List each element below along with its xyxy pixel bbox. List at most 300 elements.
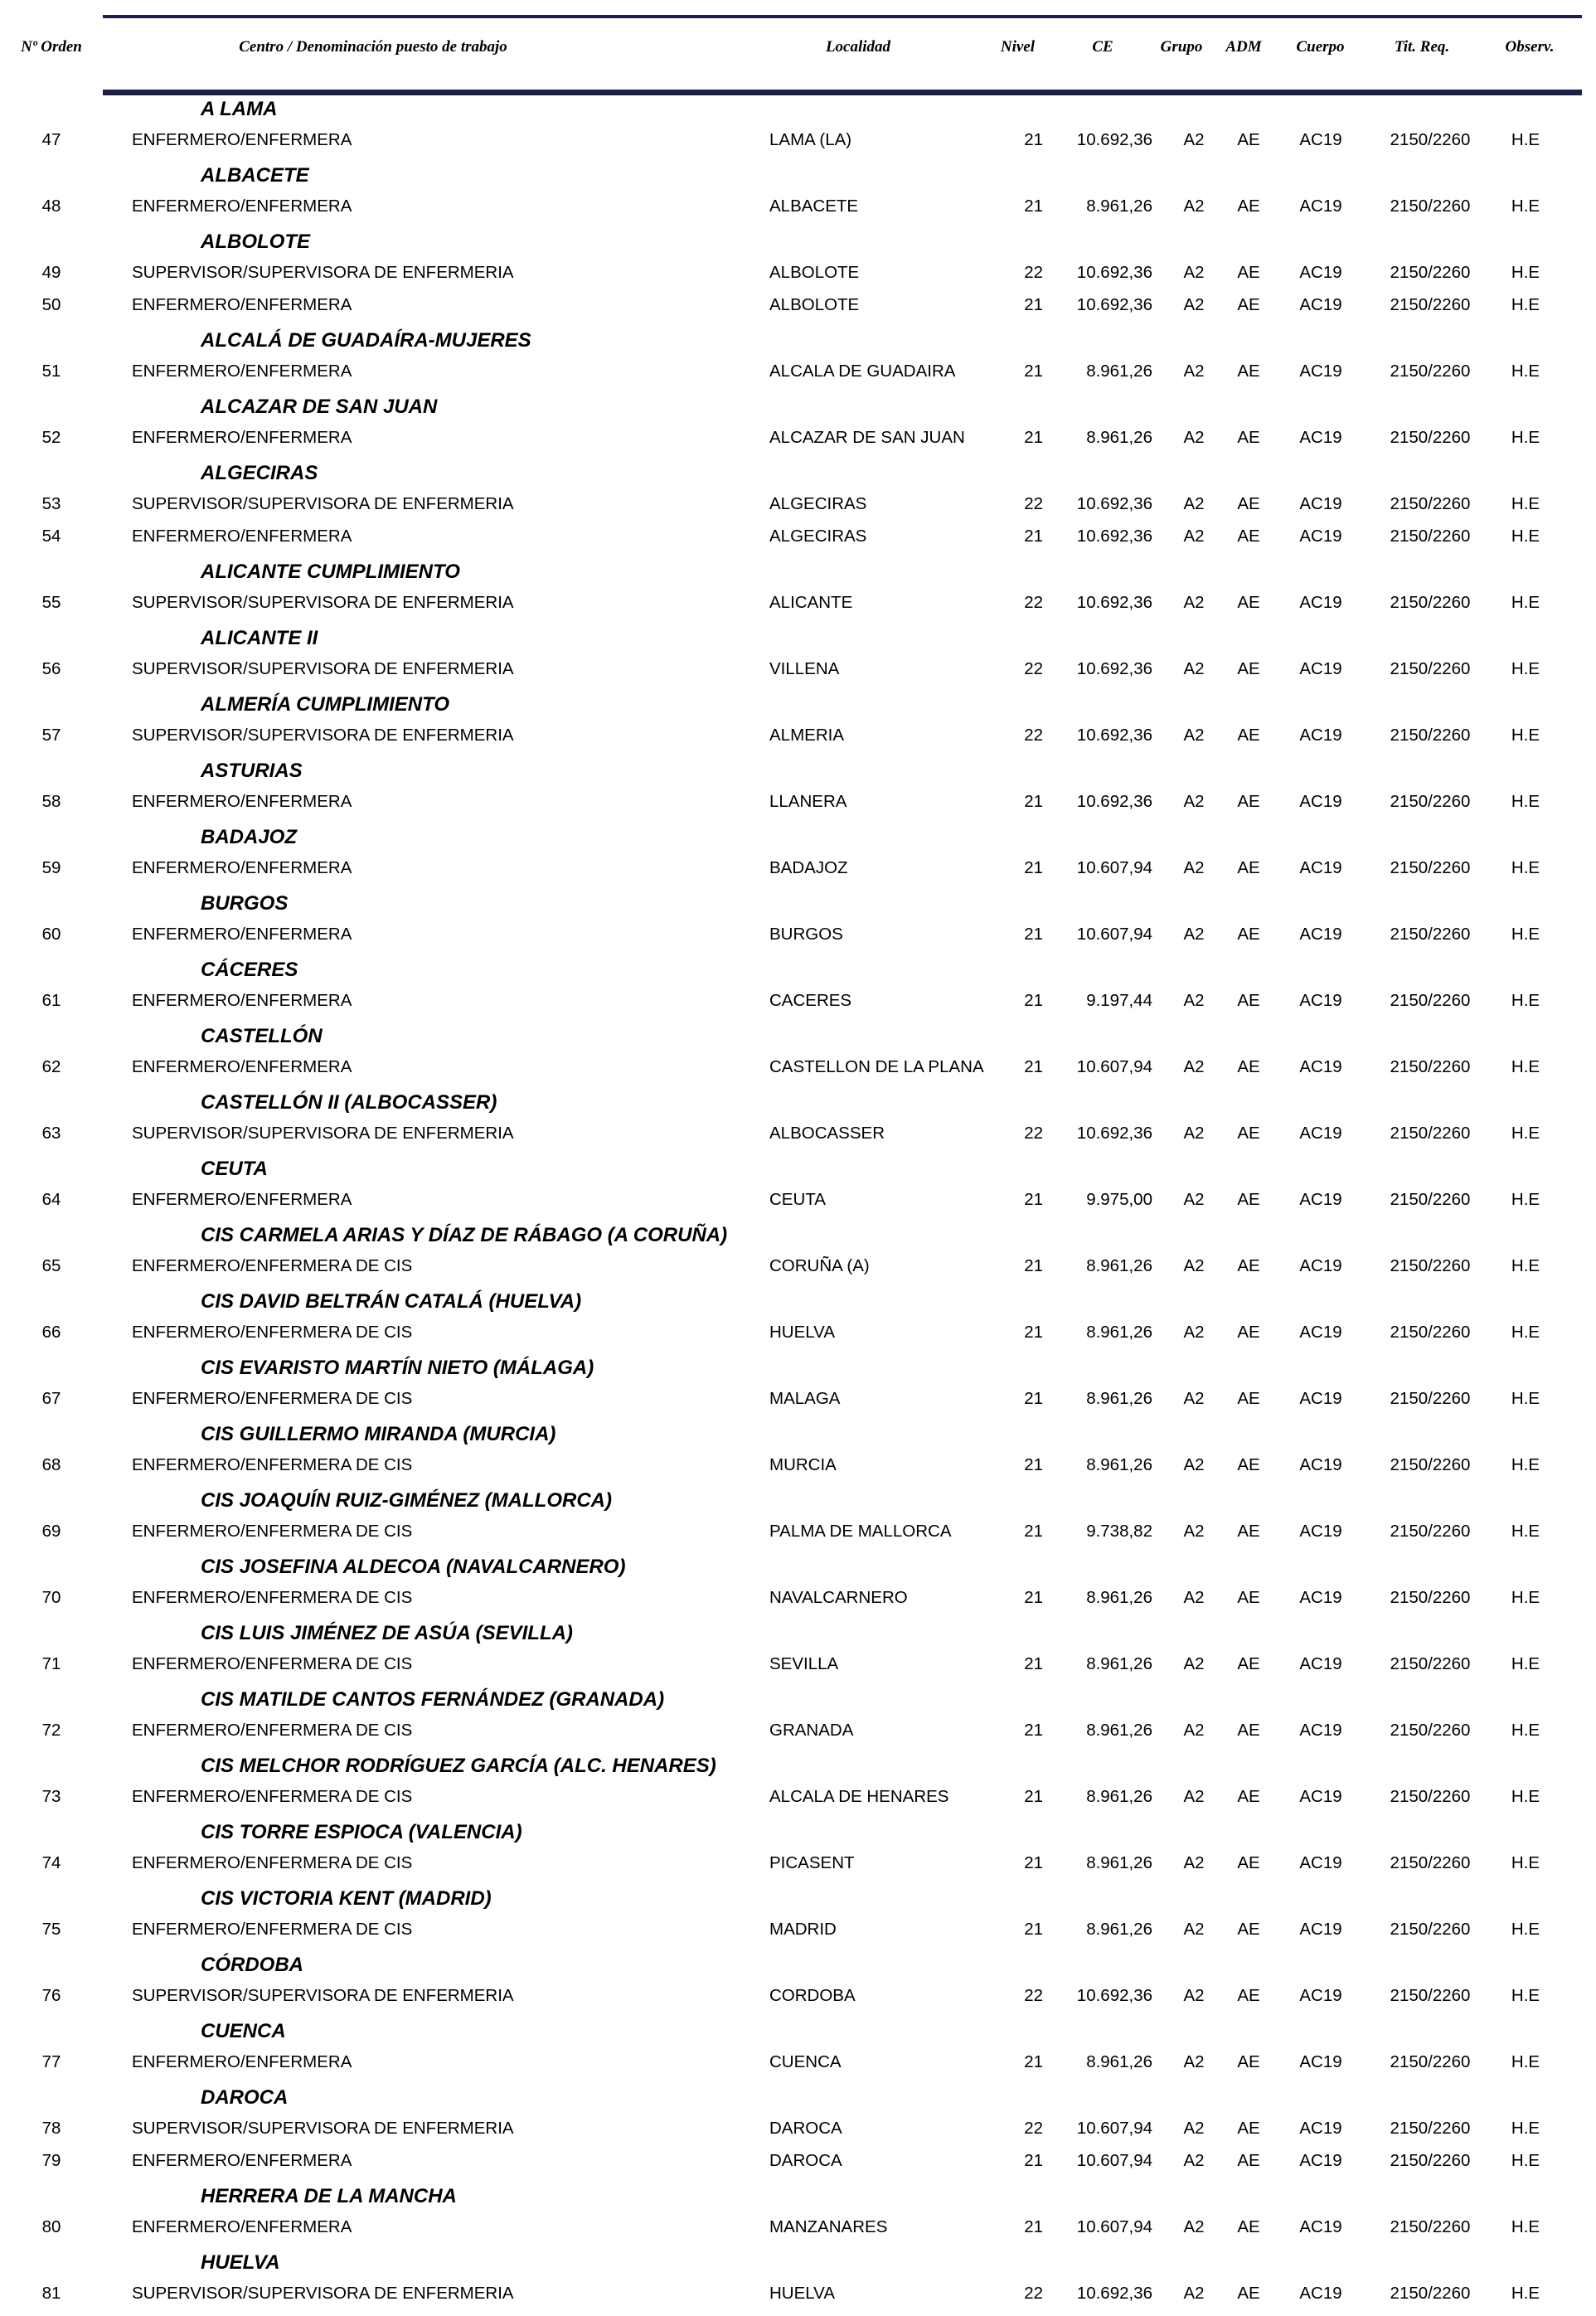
cell-specific-complement: 10.692,36 [1076, 295, 1152, 314]
cell-observations: H.E [1511, 858, 1540, 877]
cell-job-title: ENFERMERO/ENFERMERA [132, 792, 352, 811]
table-row [0, 721, 1596, 750]
cell-specific-complement: 8.961,26 [1086, 1787, 1152, 1806]
cell-observations: H.E [1511, 295, 1540, 314]
cell-observations: H.E [1511, 1389, 1540, 1408]
table-row [0, 1450, 1596, 1480]
cell-required-degree: 2150/2260 [1390, 2151, 1471, 2170]
cell-observations: H.E [1511, 1986, 1540, 2005]
center-group [0, 1886, 1596, 1952]
center-name: CASTELLÓN [201, 1025, 323, 1047]
cell-body: AC19 [1299, 1787, 1342, 1806]
cell-locality: BURGOS [769, 925, 843, 944]
cell-specific-complement: 8.961,26 [1086, 1920, 1152, 1939]
cell-level: 22 [1024, 726, 1043, 745]
cell-group: A2 [1183, 295, 1205, 314]
cell-job-title: ENFERMERO/ENFERMERA [132, 362, 352, 381]
cell-body: AC19 [1299, 1853, 1342, 1872]
cell-job-title: ENFERMERO/ENFERMERA [132, 197, 352, 216]
cell-order-number: 57 [41, 726, 61, 745]
cell-job-title: ENFERMERO/ENFERMERA [132, 1057, 352, 1076]
cell-order-number: 59 [41, 858, 61, 877]
col-header-titreq: Tit. Req. [1394, 38, 1450, 56]
center-name: CÓRDOBA [201, 1954, 303, 1976]
table-row [0, 787, 1596, 817]
cell-body: AC19 [1299, 1721, 1342, 1740]
cell-group: A2 [1183, 1124, 1205, 1143]
cell-group: A2 [1183, 1455, 1205, 1474]
cell-body: AC19 [1299, 527, 1342, 546]
cell-order-number: 62 [41, 1057, 61, 1076]
cell-job-title: ENFERMERO/ENFERMERA [132, 1190, 352, 1209]
cell-locality: ALGECIRAS [769, 527, 867, 546]
table-row [0, 1649, 1596, 1679]
cell-specific-complement: 9.975,00 [1086, 1190, 1152, 1209]
cell-administration: AE [1237, 1323, 1260, 1342]
center-group [0, 394, 1596, 460]
table-row [0, 192, 1596, 221]
cell-body: AC19 [1299, 1654, 1342, 1673]
cell-body: AC19 [1299, 792, 1342, 811]
cell-order-number: 56 [41, 659, 61, 678]
cell-administration: AE [1237, 991, 1260, 1010]
positions-list [0, 96, 1596, 2316]
cell-order-number: 49 [41, 263, 61, 282]
cell-level: 21 [1024, 1455, 1043, 1474]
cell-body: AC19 [1299, 2284, 1342, 2303]
cell-observations: H.E [1511, 2217, 1540, 2236]
table-row [0, 2279, 1596, 2309]
table-row [0, 1119, 1596, 1148]
center-name: A LAMA [201, 98, 278, 120]
cell-administration: AE [1237, 263, 1260, 282]
table-row [0, 1251, 1596, 1281]
center-name: HUELVA [201, 2251, 280, 2274]
table-row [0, 1318, 1596, 1347]
cell-specific-complement: 10.607,94 [1076, 2119, 1152, 2138]
cell-group: A2 [1183, 1323, 1205, 1342]
cell-level: 22 [1024, 2119, 1043, 2138]
cell-locality: CACERES [769, 991, 852, 1010]
center-group [0, 2250, 1596, 2316]
cell-level: 21 [1024, 858, 1043, 877]
cell-group: A2 [1183, 1986, 1205, 2005]
cell-administration: AE [1237, 2119, 1260, 2138]
cell-group: A2 [1183, 1588, 1205, 1607]
cell-locality: ALGECIRAS [769, 494, 867, 513]
cell-locality: ALCAZAR DE SAN JUAN [769, 428, 965, 447]
center-group [0, 2085, 1596, 2183]
cell-specific-complement: 8.961,26 [1086, 1721, 1152, 1740]
cell-locality: CUENCA [769, 2052, 842, 2071]
cell-required-degree: 2150/2260 [1390, 130, 1471, 149]
cell-required-degree: 2150/2260 [1390, 1455, 1471, 1474]
cell-job-title: ENFERMERO/ENFERMERA DE CIS [132, 1787, 413, 1806]
cell-administration: AE [1237, 2217, 1260, 2236]
center-name: DAROCA [201, 2086, 289, 2109]
cell-body: AC19 [1299, 263, 1342, 282]
table-row [0, 357, 1596, 386]
cell-locality: MURCIA [769, 1455, 837, 1474]
cell-required-degree: 2150/2260 [1390, 1522, 1471, 1541]
table-row [0, 1981, 1596, 2011]
col-header-adm: ADM [1225, 38, 1262, 56]
cell-required-degree: 2150/2260 [1390, 1853, 1471, 1872]
cell-level: 21 [1024, 527, 1043, 546]
cell-body: AC19 [1299, 1588, 1342, 1607]
table-row [0, 1517, 1596, 1546]
cell-required-degree: 2150/2260 [1390, 1389, 1471, 1408]
cell-group: A2 [1183, 1522, 1205, 1541]
center-group [0, 1355, 1596, 1421]
cell-administration: AE [1237, 1256, 1260, 1275]
cell-job-title: SUPERVISOR/SUPERVISORA DE ENFERMERIA [132, 494, 514, 513]
center-name: CÁCERES [201, 959, 298, 981]
cell-job-title: SUPERVISOR/SUPERVISORA DE ENFERMERIA [132, 2284, 514, 2303]
cell-order-number: 74 [41, 1853, 61, 1872]
cell-job-title: SUPERVISOR/SUPERVISORA DE ENFERMERIA [132, 659, 514, 678]
cell-order-number: 78 [41, 2119, 61, 2138]
cell-job-title: ENFERMERO/ENFERMERA DE CIS [132, 1654, 413, 1673]
cell-group: A2 [1183, 792, 1205, 811]
cell-locality: CASTELLON DE LA PLANA [769, 1057, 984, 1076]
cell-administration: AE [1237, 1654, 1260, 1673]
center-name: CASTELLÓN II (ALBOCASSER) [201, 1091, 497, 1114]
center-name: CIS MATILDE CANTOS FERNÁNDEZ (GRANADA) [201, 1688, 665, 1711]
cell-required-degree: 2150/2260 [1390, 2217, 1471, 2236]
cell-locality: LLANERA [769, 792, 847, 811]
cell-group: A2 [1183, 263, 1205, 282]
cell-order-number: 76 [41, 1986, 61, 2005]
cell-observations: H.E [1511, 1256, 1540, 1275]
cell-observations: H.E [1511, 593, 1540, 612]
cell-order-number: 58 [41, 792, 61, 811]
cell-group: A2 [1183, 2217, 1205, 2236]
cell-specific-complement: 10.692,36 [1076, 130, 1152, 149]
cell-level: 21 [1024, 925, 1043, 944]
cell-required-degree: 2150/2260 [1390, 295, 1471, 314]
cell-administration: AE [1237, 362, 1260, 381]
cell-observations: H.E [1511, 197, 1540, 216]
cell-level: 22 [1024, 2284, 1043, 2303]
center-group [0, 1687, 1596, 1753]
cell-required-degree: 2150/2260 [1390, 726, 1471, 745]
cell-required-degree: 2150/2260 [1390, 1787, 1471, 1806]
cell-level: 22 [1024, 1986, 1043, 2005]
cell-level: 21 [1024, 991, 1043, 1010]
cell-job-title: ENFERMERO/ENFERMERA DE CIS [132, 1389, 413, 1408]
cell-level: 21 [1024, 1588, 1043, 1607]
cell-job-title: ENFERMERO/ENFERMERA [132, 858, 352, 877]
center-group [0, 1753, 1596, 1819]
cell-group: A2 [1183, 1853, 1205, 1872]
cell-observations: H.E [1511, 2119, 1540, 2138]
cell-order-number: 63 [41, 1124, 61, 1143]
col-header-denominacion: Centro / Denominación puesto de trabajo [239, 38, 507, 56]
cell-body: AC19 [1299, 2217, 1342, 2236]
cell-required-degree: 2150/2260 [1390, 1190, 1471, 1209]
cell-administration: AE [1237, 792, 1260, 811]
cell-body: AC19 [1299, 1986, 1342, 2005]
center-name: CIS LUIS JIMÉNEZ DE ASÚA (SEVILLA) [201, 1622, 573, 1644]
cell-order-number: 70 [41, 1588, 61, 1607]
cell-specific-complement: 10.607,94 [1076, 1057, 1152, 1076]
col-header-localidad: Localidad [825, 38, 891, 56]
center-group [0, 824, 1596, 891]
center-group [0, 163, 1596, 229]
cell-observations: H.E [1511, 659, 1540, 678]
cell-level: 21 [1024, 362, 1043, 381]
cell-level: 22 [1024, 593, 1043, 612]
table-row [0, 1384, 1596, 1414]
cell-level: 21 [1024, 1323, 1043, 1342]
cell-job-title: ENFERMERO/ENFERMERA DE CIS [132, 1323, 413, 1342]
cell-specific-complement: 10.692,36 [1076, 792, 1152, 811]
cell-specific-complement: 8.961,26 [1086, 1256, 1152, 1275]
cell-observations: H.E [1511, 925, 1540, 944]
cell-group: A2 [1183, 2284, 1205, 2303]
col-header-ce: CE [1092, 38, 1113, 56]
center-group [0, 1554, 1596, 1620]
cell-observations: H.E [1511, 1787, 1540, 1806]
cell-group: A2 [1183, 2052, 1205, 2071]
col-header-observ: Observ. [1505, 38, 1555, 56]
cell-locality: DAROCA [769, 2151, 842, 2170]
cell-specific-complement: 10.692,36 [1076, 1986, 1152, 2005]
cell-group: A2 [1183, 1920, 1205, 1939]
cell-specific-complement: 8.961,26 [1086, 2052, 1152, 2071]
cell-administration: AE [1237, 2052, 1260, 2071]
cell-required-degree: 2150/2260 [1390, 494, 1471, 513]
center-name: CIS JOAQUÍN RUIZ-GIMÉNEZ (MALLORCA) [201, 1489, 612, 1512]
cell-administration: AE [1237, 593, 1260, 612]
cell-body: AC19 [1299, 1455, 1342, 1474]
cell-observations: H.E [1511, 527, 1540, 546]
cell-level: 21 [1024, 1190, 1043, 1209]
cell-body: AC19 [1299, 130, 1342, 149]
cell-level: 21 [1024, 1920, 1043, 1939]
table-row [0, 522, 1596, 551]
cell-observations: H.E [1511, 2052, 1540, 2071]
table-row [0, 1716, 1596, 1745]
table-row [0, 588, 1596, 618]
cell-job-title: ENFERMERO/ENFERMERA DE CIS [132, 1721, 413, 1740]
cell-locality: ALMERIA [769, 726, 844, 745]
cell-locality: LAMA (LA) [769, 130, 852, 149]
cell-job-title: ENFERMERO/ENFERMERA [132, 527, 352, 546]
cell-body: AC19 [1299, 2052, 1342, 2071]
cell-locality: DAROCA [769, 2119, 842, 2138]
center-name: CEUTA [201, 1158, 268, 1180]
cell-body: AC19 [1299, 1256, 1342, 1275]
cell-specific-complement: 8.961,26 [1086, 197, 1152, 216]
cell-observations: H.E [1511, 1190, 1540, 1209]
cell-job-title: ENFERMERO/ENFERMERA [132, 130, 352, 149]
cell-order-number: 64 [41, 1190, 61, 1209]
table-row [0, 489, 1596, 519]
table-row [0, 920, 1596, 949]
cell-observations: H.E [1511, 1455, 1540, 1474]
cell-order-number: 55 [41, 593, 61, 612]
cell-observations: H.E [1511, 362, 1540, 381]
center-name: CIS CARMELA ARIAS Y DÍAZ DE RÁBAGO (A CORUÑA) [201, 1224, 728, 1246]
col-header-nivel: Nivel [1000, 38, 1036, 56]
center-name: ALICANTE CUMPLIMIENTO [201, 561, 460, 583]
cell-level: 21 [1024, 428, 1043, 447]
cell-job-title: ENFERMERO/ENFERMERA DE CIS [132, 1455, 413, 1474]
cell-administration: AE [1237, 494, 1260, 513]
cell-locality: ALBOLOTE [769, 295, 860, 314]
cell-locality: ALCALA DE GUADAIRA [769, 362, 956, 381]
cell-group: A2 [1183, 2119, 1205, 2138]
cell-order-number: 52 [41, 428, 61, 447]
cell-required-degree: 2150/2260 [1390, 197, 1471, 216]
cell-required-degree: 2150/2260 [1390, 792, 1471, 811]
cell-observations: H.E [1511, 1588, 1540, 1607]
cell-order-number: 61 [41, 991, 61, 1010]
center-name: ALGECIRAS [201, 462, 318, 484]
cell-observations: H.E [1511, 1654, 1540, 1673]
cell-locality: CORDOBA [769, 1986, 856, 2005]
cell-job-title: ENFERMERO/ENFERMERA DE CIS [132, 1588, 413, 1607]
table-row [0, 258, 1596, 288]
cell-group: A2 [1183, 659, 1205, 678]
cell-observations: H.E [1511, 130, 1540, 149]
cell-specific-complement: 10.692,36 [1076, 527, 1152, 546]
center-group [0, 758, 1596, 824]
cell-administration: AE [1237, 2151, 1260, 2170]
cell-administration: AE [1237, 428, 1260, 447]
cell-order-number: 73 [41, 1787, 61, 1806]
cell-locality: MALAGA [769, 1389, 841, 1408]
cell-specific-complement: 8.961,26 [1086, 1323, 1152, 1342]
cell-specific-complement: 10.692,36 [1076, 2284, 1152, 2303]
cell-observations: H.E [1511, 726, 1540, 745]
cell-body: AC19 [1299, 428, 1342, 447]
cell-level: 21 [1024, 2217, 1043, 2236]
cell-locality: ALBOCASSER [769, 1124, 885, 1143]
table-row [0, 423, 1596, 453]
cell-group: A2 [1183, 1721, 1205, 1740]
cell-specific-complement: 10.692,36 [1076, 659, 1152, 678]
cell-specific-complement: 8.961,26 [1086, 1654, 1152, 1673]
center-group [0, 1090, 1596, 1156]
cell-body: AC19 [1299, 593, 1342, 612]
cell-order-number: 79 [41, 2151, 61, 2170]
center-group [0, 2183, 1596, 2250]
cell-specific-complement: 10.607,94 [1076, 2217, 1152, 2236]
center-name: CIS DAVID BELTRÁN CATALÁ (HUELVA) [201, 1290, 582, 1313]
cell-level: 22 [1024, 659, 1043, 678]
cell-order-number: 54 [41, 527, 61, 546]
center-name: ALCALÁ DE GUADAÍRA-MUJERES [201, 329, 531, 352]
cell-group: A2 [1183, 527, 1205, 546]
cell-group: A2 [1183, 1057, 1205, 1076]
cell-administration: AE [1237, 1522, 1260, 1541]
cell-administration: AE [1237, 1787, 1260, 1806]
cell-group: A2 [1183, 1389, 1205, 1408]
cell-locality: ALCALA DE HENARES [769, 1787, 949, 1806]
cell-observations: H.E [1511, 2284, 1540, 2303]
cell-order-number: 60 [41, 925, 61, 944]
cell-job-title: ENFERMERO/ENFERMERA [132, 991, 352, 1010]
center-name: CIS GUILLERMO MIRANDA (MURCIA) [201, 1423, 556, 1445]
cell-job-title: ENFERMERO/ENFERMERA [132, 2151, 352, 2170]
cell-locality: MADRID [769, 1920, 837, 1939]
cell-job-title: ENFERMERO/ENFERMERA [132, 2052, 352, 2071]
cell-level: 21 [1024, 2151, 1043, 2170]
cell-required-degree: 2150/2260 [1390, 527, 1471, 546]
center-group [0, 96, 1596, 163]
cell-job-title: SUPERVISOR/SUPERVISORA DE ENFERMERIA [132, 726, 514, 745]
cell-order-number: 50 [41, 295, 61, 314]
cell-specific-complement: 8.961,26 [1086, 1588, 1152, 1607]
table-row [0, 125, 1596, 155]
center-group [0, 460, 1596, 559]
center-group [0, 2018, 1596, 2085]
table-row [0, 1052, 1596, 1082]
cell-required-degree: 2150/2260 [1390, 1986, 1471, 2005]
cell-order-number: 48 [41, 197, 61, 216]
cell-administration: AE [1237, 197, 1260, 216]
cell-required-degree: 2150/2260 [1390, 1256, 1471, 1275]
cell-job-title: SUPERVISOR/SUPERVISORA DE ENFERMERIA [132, 1986, 514, 2005]
cell-job-title: ENFERMERO/ENFERMERA [132, 295, 352, 314]
table-row [0, 2146, 1596, 2176]
cell-administration: AE [1237, 925, 1260, 944]
cell-observations: H.E [1511, 428, 1540, 447]
center-group [0, 1620, 1596, 1687]
table-row [0, 1848, 1596, 1878]
cell-order-number: 66 [41, 1323, 61, 1342]
cell-administration: AE [1237, 1920, 1260, 1939]
cell-body: AC19 [1299, 659, 1342, 678]
cell-observations: H.E [1511, 263, 1540, 282]
cell-job-title: ENFERMERO/ENFERMERA [132, 2217, 352, 2236]
center-name: ALICANTE II [201, 627, 318, 649]
center-group [0, 1289, 1596, 1355]
center-name: CUENCA [201, 2020, 286, 2042]
cell-observations: H.E [1511, 2151, 1540, 2170]
cell-observations: H.E [1511, 1522, 1540, 1541]
cell-group: A2 [1183, 1787, 1205, 1806]
center-name: CIS EVARISTO MARTÍN NIETO (MÁLAGA) [201, 1357, 594, 1379]
cell-locality: ALBOLOTE [769, 263, 860, 282]
cell-order-number: 53 [41, 494, 61, 513]
cell-level: 21 [1024, 295, 1043, 314]
cell-administration: AE [1237, 1124, 1260, 1143]
cell-body: AC19 [1299, 925, 1342, 944]
cell-job-title: SUPERVISOR/SUPERVISORA DE ENFERMERIA [132, 263, 514, 282]
cell-observations: H.E [1511, 1721, 1540, 1740]
cell-group: A2 [1183, 362, 1205, 381]
cell-order-number: 51 [41, 362, 61, 381]
cell-locality: ALBACETE [769, 197, 859, 216]
cell-body: AC19 [1299, 295, 1342, 314]
cell-body: AC19 [1299, 726, 1342, 745]
col-header-orden: Nº Orden [21, 38, 82, 56]
cell-locality: VILLENA [769, 659, 840, 678]
cell-specific-complement: 8.961,26 [1086, 428, 1152, 447]
center-group [0, 1488, 1596, 1554]
cell-level: 22 [1024, 263, 1043, 282]
center-group [0, 1421, 1596, 1488]
cell-specific-complement: 8.961,26 [1086, 1455, 1152, 1474]
cell-body: AC19 [1299, 197, 1342, 216]
table-row [0, 853, 1596, 883]
cell-body: AC19 [1299, 2151, 1342, 2170]
cell-administration: AE [1237, 1588, 1260, 1607]
